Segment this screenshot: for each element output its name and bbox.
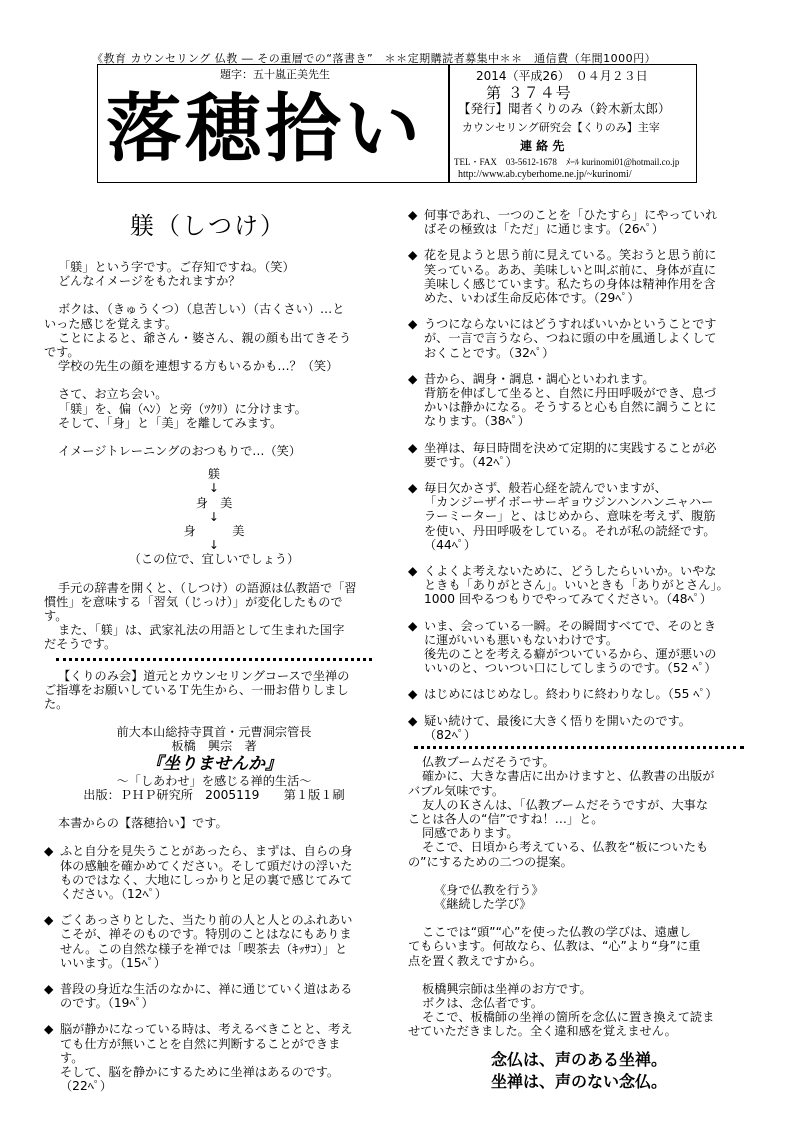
diagram-arrow: ↓ (208, 481, 220, 496)
paragraph: ここでは“頭”“心”を使った仏教の学びは、遠慮し (422, 925, 692, 940)
paragraph: だそうです。 (44, 637, 117, 652)
paragraph: 同感であります。 (422, 826, 519, 841)
newsletter-logo: 落穂拾い (106, 86, 425, 172)
paragraph: 本書からの【落穂拾い】です。 (58, 816, 228, 831)
article-title: 躾（しつけ） (130, 212, 286, 240)
paragraph: バブル気味です。 (408, 783, 505, 798)
quote-line: なります。（38ﾍﾟ） (424, 414, 530, 429)
book-author: 板橋 興宗 著 (171, 739, 257, 754)
paragraph: す。 (44, 609, 68, 624)
quote-line: 何事であれ、一つのことを「ひたすら」にやっていれ (424, 208, 718, 222)
masthead-info (450, 65, 696, 182)
website-url: http://www.ab.cyberhome.ne.jp/~kurinomi/ (458, 169, 632, 180)
quote-line: 脳が静かになっている時は、考えるべきことと、考え (60, 1022, 353, 1037)
quote-line: 背筋を伸ばして坐ると、自然に丹田呼吸ができ、息づ (424, 386, 717, 401)
quote-line: ものではなく、大地にしっかりと足の裏で感じてみて (60, 872, 353, 887)
masthead (97, 64, 697, 183)
quote-line: はじめにはじめなし。終わりに終わりなし。（55 ﾍﾟ） (424, 687, 718, 702)
diamond-bullet-icon: ◆ (408, 248, 418, 263)
paragraph: さて、お立ち会い。 (58, 387, 168, 402)
diagram-arrow: ↓ (208, 538, 220, 553)
quote-line: 後先のことを考える癖がついているから、運が悪いの (424, 647, 717, 662)
closing-line-2: 坐禅は、声のない念仏。 (490, 1071, 667, 1091)
quote-line: （22ﾍﾟ） (60, 1079, 113, 1094)
paragraph: ことによると、爺さん・婆さん、親の顔も出てきそう (58, 330, 352, 345)
quote-line: 笑っている。ああ、美味しいと叫ぶ前に、身体が直に (424, 262, 717, 277)
quote-line: いま、会っている一瞬。その瞬間すべてで、そのとき (424, 618, 717, 633)
quote-line: 体の感触を確かめてください。そして頭だけの浮いた (60, 858, 353, 873)
quote-item (408, 564, 750, 607)
quote-line: が、一言で言うなら、つねに頭の中を風通しよくして (424, 331, 717, 346)
quote-line: 普段の身近な生活のなかに、禅に通じていく道はある (60, 981, 353, 996)
paragraph: 友人のＫさんは、「仏教ブームだそうですが、大事な (422, 797, 709, 812)
diamond-bullet-icon: ◆ (408, 564, 418, 579)
paragraph: 【くりのみ会】道元とカウンセリングコースで坐禅の (58, 668, 350, 683)
quote-line: こそが、禅そのものです。特別のことはなにもありま (60, 927, 352, 942)
quote-line: せん。この自然な様子を禅では「喫茶去（ｷｯｻｺ）」と (60, 941, 348, 956)
quote-line: ください。（12ﾍﾟ） (60, 886, 167, 901)
paragraph: 「躾」を、偏（ﾍﾝ）と旁（ﾂｸﾘ）に分けます。 (58, 401, 307, 416)
quote-line: ごくあっさりとした、当たり前の人と人とのふれあい (60, 913, 353, 928)
quote-item (408, 248, 750, 305)
quote-item (408, 481, 750, 552)
quote-line: くよくよ考えないために、どうしたらいいか。いやな (424, 564, 717, 579)
diagram-row-1: 身 美 (195, 495, 233, 510)
diamond-bullet-icon: ◆ (44, 981, 54, 996)
left-column (44, 208, 384, 1105)
quote-line: 毎日欠かさず、般若心経を読んでいますが、 (424, 481, 667, 496)
diamond-bullet-icon: ◆ (44, 844, 54, 859)
quote-line: いいます。（15ﾍﾟ） (60, 955, 166, 970)
paragraph: ご指導をお願いしているＴ先生から、一冊お借りしまし (44, 682, 349, 697)
quote-item (408, 619, 750, 676)
paragraph: です。 (44, 345, 80, 360)
diamond-bullet-icon: ◆ (44, 1022, 54, 1037)
paragraph: 仏教ブームだそうです。 (422, 755, 555, 770)
paragraph: 慣性」を意味する「習気（じっけ）」が変化したもので (44, 594, 343, 609)
diagram-row-2: 身 美 (183, 524, 245, 539)
diamond-bullet-icon: ◆ (408, 440, 418, 455)
quote-line: のです。（19ﾍﾟ） (60, 996, 154, 1011)
proposal-2: 《継続した学び》 (434, 896, 532, 911)
calligraphy-credit: 題字：五十嵐正美先生 (220, 68, 330, 81)
quote-line: 美味しく感じています。私たちの身体は精神作用を含 (424, 276, 716, 291)
quote-line: ばその極致は「ただ」に通じます。（26ﾍﾟ） (424, 222, 664, 237)
diamond-bullet-icon: ◆ (44, 913, 54, 928)
diamond-bullet-icon: ◆ (408, 618, 418, 633)
paragraph: 学校の先生の顔を連想する方もいるかも…？（笑） (58, 359, 339, 374)
closing-statement (408, 1049, 750, 1093)
quote-item (408, 441, 750, 469)
book-publisher: 出版：ＰＨＰ研究所 2005119 第１版１刷 (83, 787, 345, 802)
paragraph: ボクは、（きゅうくつ）（息苦しい）（古くさい）…と (58, 302, 345, 317)
quote-line: おくことです。（32ﾍﾟ） (424, 345, 555, 360)
diamond-bullet-icon: ◆ (408, 317, 418, 332)
paragraph: 点を置く教えですから。 (408, 953, 543, 968)
paragraph: ことは各人の“信”ですね！…」と。 (408, 811, 604, 826)
quote-item (408, 208, 750, 236)
diagram-caption: （この位で、宜しいでしょう） (128, 552, 300, 567)
header-tagline: 《教育 カウンセリング 仏教 ― その重層での“落書き” ＊＊定期購読者募集中＊＊ 通信費（年間1000円） (92, 52, 657, 65)
quote-line: 坐禅は、毎日時間を決めて定期的に実践することが必 (424, 440, 717, 455)
quote-line: うつにならないにはどうすればいいかということです (424, 317, 717, 332)
proposal-1: 《身で仏教を行う》 (434, 882, 544, 897)
diamond-bullet-icon: ◆ (408, 481, 418, 496)
paragraph: どんなイメージをもたれますか？ (58, 274, 241, 289)
paragraph: ボクは、念仏者です。 (422, 995, 543, 1010)
quote-line: 昔から、調身・調息・調心といわれます。 (424, 371, 655, 386)
paragraph: せていただきました。全く違和感を覚えません。 (408, 1024, 677, 1039)
paragraph: 板橋興宗師は坐禅のお方です。 (422, 981, 592, 996)
kanji-diagram (44, 467, 384, 566)
diagram-arrow: ↓ (208, 509, 220, 524)
dotted-divider (56, 658, 372, 661)
quote-line: を使い、丹田呼吸をしている。それが私の読経です。 (424, 523, 716, 538)
quote-line: 要です。（42ﾍﾟ） (424, 454, 518, 469)
quote-item (44, 1022, 384, 1093)
diamond-bullet-icon: ◆ (408, 208, 418, 222)
paragraph: そして、「身」と「美」を離してみます。 (58, 415, 283, 430)
quote-item (44, 844, 384, 901)
quote-line: ても仕方が無いことを自然に判断することができま (60, 1036, 341, 1051)
dotted-divider (414, 746, 744, 749)
paragraph: また、「躾」は、武家礼法の用語として生まれた国字 (58, 623, 345, 638)
issue-number: 第 ３７４号 (486, 84, 572, 102)
diagram-kanji: 躾 (207, 467, 221, 482)
paragraph: 確かに、大きな書店に出かけますと、仏教書の出版が (422, 769, 715, 784)
paragraph: イメージトレーニングのおつもりで…（笑） (58, 444, 302, 459)
book-author-title: 前大本山総持寺貫首・元曹洞宗管長 (116, 725, 312, 740)
quote-line: 「カンジーザイボーサーギョウジンハンハンニャハー (424, 495, 714, 510)
quote-line: 疑い続けて、最後に大きく悟りを開いたのです。 (424, 713, 691, 728)
paragraph: いった感じを覚えます。 (44, 316, 178, 331)
organization: カウンセリング研究会【くりのみ】主宰 (462, 121, 660, 134)
quote-line: ラーミーター」と、はじめから、意味を考えず、腹筋 (424, 509, 716, 524)
quote-item (44, 913, 384, 970)
quote-line: （44ﾍﾟ） (424, 537, 477, 552)
paragraph: そこで、日頃から考えている、仏教を“板についたも (422, 840, 709, 855)
paragraph: の”にするための二つの提案。 (408, 854, 573, 869)
quote-item (44, 982, 384, 1010)
paragraph: てもらいます。何故なら、仏教は、“心”より“身”に重 (408, 939, 701, 954)
quote-line: いいのと、ついつい口にしてしまうのです。（52 ﾍﾟ） (424, 661, 717, 676)
quote-item (408, 687, 750, 701)
quote-line: す。 (60, 1050, 84, 1065)
tel-fax-email: TEL・FAX 03-5612-1678 ﾒｰﾙ kurinomi01@hotmail.co.jp (454, 157, 680, 167)
quote-line: ときも「ありがとさん」。いいときも「ありがとさん」。 (424, 578, 729, 593)
paragraph: そこで、板橋師の坐禅の箇所を念仏に置き換えて読ま (422, 1010, 715, 1025)
book-subtitle: ～「しあわせ」を感じる禅的生活～ (116, 773, 312, 788)
quote-line: に運がいいも悪いもないわけです。 (424, 632, 619, 647)
paragraph: た。 (44, 697, 69, 712)
diamond-bullet-icon: ◆ (408, 713, 418, 728)
quote-line: 花を見ようと思う前に見えている。笑おうと思う前に (424, 248, 717, 263)
quote-line: ふと自分を見失うことがあったら、まずは、自らの身 (60, 844, 353, 859)
diamond-bullet-icon: ◆ (408, 687, 418, 702)
quote-line: （82ﾍﾟ） (424, 727, 477, 742)
quote-line: かいは静かになる。そうすると心も自然に調うことに (424, 400, 717, 415)
right-column (408, 208, 750, 1093)
diamond-bullet-icon: ◆ (408, 371, 418, 386)
quote-item (408, 317, 750, 360)
publisher: 【発行】聞者くりのみ（鈴木新太郎） (458, 101, 671, 116)
paragraph: 手元の辞書を開くと、（しつけ）の語源は仏教語で「習 (58, 580, 357, 595)
quote-item (408, 714, 750, 742)
book-title: 『坐りませんか』 (146, 753, 282, 774)
paragraph: 「躾」という字です。ご存知ですね。（笑） (58, 260, 295, 274)
quote-line: 1000 回やるつもりでやってみてください。（48ﾍﾟ） (424, 592, 712, 607)
contact-heading: 連 絡 先 (520, 139, 565, 153)
closing-line-1: 念仏は、声のある坐禅。 (490, 1049, 667, 1069)
quote-item (408, 372, 750, 429)
quote-line: そして、脳を静かにするために坐禅はあるのです。 (60, 1064, 340, 1079)
issue-date: 2014（平成26） ０４月２３日 (476, 69, 648, 83)
quote-line: めた、いわば生命反応体です。（29ﾍﾟ） (424, 291, 640, 306)
